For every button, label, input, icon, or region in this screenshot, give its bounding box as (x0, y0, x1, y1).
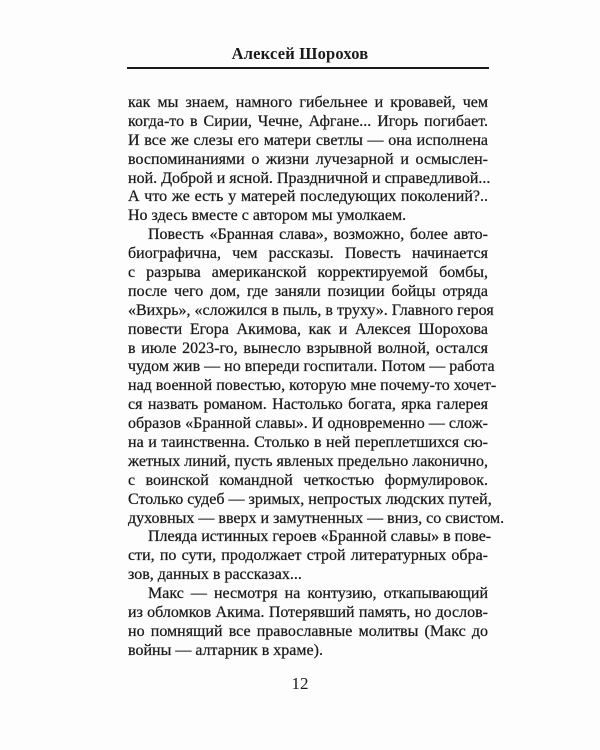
text-line: сти, по сути, продолжает строй литературных обра- (128, 547, 488, 565)
running-header-author: Алексей Шорохов (231, 44, 369, 63)
text-line: войны — алтарник в храме). (128, 641, 323, 659)
text-line: повести Егора Акимова, как и Алексея Шорохова (128, 320, 488, 338)
page-body-text (128, 94, 505, 661)
text-line: как мы знаем, намного гибельнее и кровавей, чем (128, 94, 488, 111)
text-line: из обломков Акима. Потерявший память, но дослов- (128, 604, 488, 622)
text-line: с воинской командной четкостью формулировок. (128, 471, 488, 489)
text-line: Макс — несмотря на контузию, откапывающий (148, 585, 488, 603)
text-line: воспоминаниями о жизни лучезарной и осмыслен- (128, 150, 488, 168)
text-line: Повесть «Бранная слава», возможно, более авто- (148, 226, 488, 244)
text-line: образов «Бранной славы». И одновременно — слож- (128, 415, 488, 433)
text-line: Плеяда истинных героев «Бранной славы» в пове- (148, 528, 492, 546)
text-line: но помнящий все православные молитвы (Макс до (128, 622, 488, 640)
text-line: над военной повестью, которую мне почему-то хочет- (128, 377, 497, 395)
text-line: на и таинственна. Столько в ней переплетшихся сю- (128, 434, 488, 452)
text-line: И все же слезы его матери светлы — она исполнена (128, 131, 488, 149)
text-line: ся назвать романом. Настолько богата, ярка галерея (128, 396, 488, 414)
text-line: чудом жив — но впереди госпитали. Потом — работа (128, 358, 495, 376)
text-line: зов, данных в рассказах... (128, 566, 302, 584)
text-line: после чего дом, где заняли позиции бойцы отряда (128, 282, 488, 300)
text-line: когда-то в Сирии, Чечне, Афгане... Игорь погибает. (128, 112, 488, 130)
text-line: биографична, чем рассказы. Повесть начинается (128, 245, 488, 263)
text-line: в июле 2023-го, вынесло взрывной волной, остался (128, 339, 488, 357)
page-number: 12 (291, 674, 309, 693)
text-line: А что же есть у матерей последующих поколений?.. (128, 188, 488, 206)
text-line: Столько судеб — зримых, непростых людских путей, (128, 490, 492, 508)
text-line: жетных линий, пусть явленых предельно лаконично, (128, 452, 488, 470)
text-line: «Вихрь», «сложился в пыль, в труху». Главного героя (128, 301, 494, 319)
text-line: с разрыва американской корректируемой бомбы, (128, 264, 488, 282)
text-line: духовных — вверх и замутненных — вниз, со свистом. (128, 509, 505, 527)
text-line: Но здесь вместе с автором мы умолкаем. (128, 207, 407, 225)
text-line: ной. Доброй и ясной. Праздничной и справедливой... (128, 169, 491, 187)
header-rule (127, 67, 489, 69)
